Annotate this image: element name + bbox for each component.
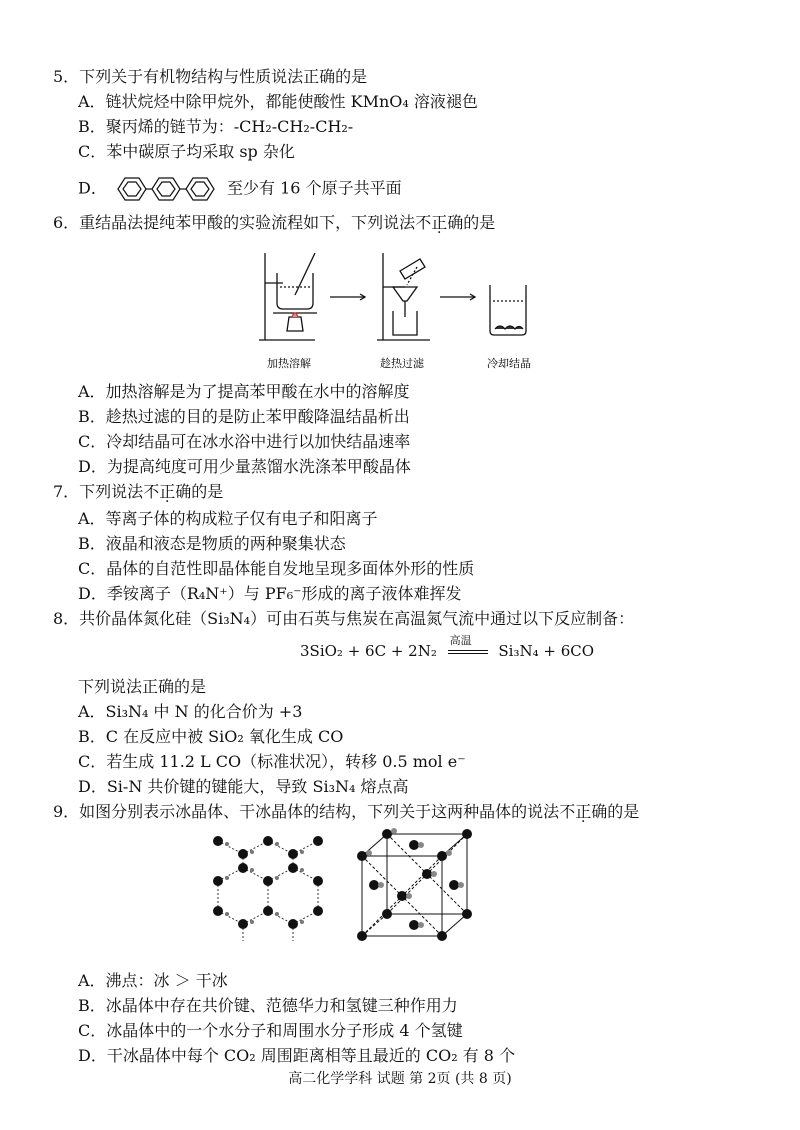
equation-reactants: 3SiO₂ + 6C + 2N₂ bbox=[300, 642, 437, 660]
q6-option-a: A．加热溶解是为了提高苯甲酸在水中的溶解度 bbox=[78, 382, 410, 401]
terphenyl-structure-icon bbox=[112, 174, 222, 204]
q5-option-a: A．链状烷烃中除甲烷外，都能使酸性 KMnO₄ 溶液褪色 bbox=[78, 92, 478, 111]
q9-option-b: B．冰晶体中存在共价键、范德华力和氢键三种作用力 bbox=[78, 996, 458, 1015]
step2-caption: 趁热过滤 bbox=[380, 357, 424, 370]
q9-stem bbox=[53, 801, 639, 823]
q7-option-b: B．液晶和液态是物质的两种聚集状态 bbox=[78, 534, 346, 553]
q9-stem-emphasis: 不正确 bbox=[559, 802, 608, 821]
q5-option-d-prefix: D． bbox=[78, 178, 107, 198]
q8-option-b: B．C 在反应中被 SiO₂ 氧化生成 CO bbox=[78, 727, 344, 746]
q7-stem-text: 7．下列说法 bbox=[53, 482, 144, 501]
step1-caption: 加热溶解 bbox=[267, 357, 311, 370]
q9-option-d: D．干冰晶体中每个 CO₂ 周围距离相等且最近的 CO₂ 有 8 个 bbox=[78, 1046, 516, 1065]
step3-caption: 冷却结晶 bbox=[487, 357, 531, 370]
q8-option-d: D．Si-N 共价键的键能大，导致 Si₃N₄ 熔点高 bbox=[78, 777, 409, 796]
recrystallization-flow-figure bbox=[255, 245, 555, 375]
q6-option-d: D．为提高纯度可用少量蒸馏水洗涤苯甲酸晶体 bbox=[78, 457, 411, 476]
q5-option-b: B．聚丙烯的链节为：-CH₂-CH₂-CH₂- bbox=[78, 117, 354, 136]
q5-option-d-text: 至少有 16 个原子共平面 bbox=[227, 178, 402, 198]
q6-option-b: B．趁热过滤的目的是防止苯甲酸降温结晶析出 bbox=[78, 407, 410, 426]
q9-option-c: C．冰晶体中的一个水分子和周围水分子形成 4 个氢键 bbox=[78, 1021, 463, 1040]
q7-stem bbox=[53, 481, 223, 503]
q8-stem: 8．共价晶体氮化硅（Si₃N₄）可由石英与焦炭在高温氮气流中通过以下反应制备： bbox=[53, 609, 635, 628]
q5-option-c: C．苯中碳原子均采取 sp 杂化 bbox=[78, 142, 295, 161]
q6-stem bbox=[53, 212, 495, 234]
dry-ice-crystal-structure-figure bbox=[352, 826, 477, 946]
equation-condition: 高温 bbox=[449, 634, 472, 647]
q5-stem: 5．下列关于有机物结构与性质说法正确的是 bbox=[53, 67, 368, 86]
ice-crystal-structure-figure bbox=[198, 826, 333, 946]
page-footer: 高二化学学科 试题 第 2页 (共 8 页) bbox=[288, 1071, 512, 1087]
q6-stem-end: 的是 bbox=[463, 213, 496, 232]
q6-stem-emphasis: 不正确 bbox=[415, 213, 464, 232]
q7-option-d: D．季铵离子（R₄N⁺）与 PF₆⁻形成的离子液体难挥发 bbox=[78, 584, 462, 603]
q8-option-a: A．Si₃N₄ 中 N 的化合价为 +3 bbox=[78, 702, 303, 721]
equation-products: Si₃N₄ + 6CO bbox=[498, 642, 595, 660]
q9-option-a: A．沸点：冰 ＞ 干冰 bbox=[78, 971, 228, 990]
q8-sub-stem: 下列说法正确的是 bbox=[78, 677, 207, 696]
q9-stem-text: 9．如图分别表示冰晶体、干冰晶体的结构，下列关于这两种晶体的说法 bbox=[53, 802, 560, 821]
reaction-equation bbox=[300, 634, 595, 660]
q7-option-c: C．晶体的自范性即晶体能自发地呈现多面体外形的性质 bbox=[78, 559, 475, 578]
q8-option-c: C．若生成 11.2 L CO（标准状况），转移 0.5 mol e⁻ bbox=[78, 752, 466, 771]
q6-option-c: C．冷却结晶可在冰水浴中进行以加快结晶速率 bbox=[78, 432, 411, 451]
q9-stem-end: 的是 bbox=[607, 802, 640, 821]
equation-arrow bbox=[448, 634, 488, 654]
q6-stem-text: 6．重结晶法提纯苯甲酸的实验流程如下，下列说法 bbox=[53, 213, 416, 232]
q7-option-a: A．等离子体的构成粒子仅有电子和阳离子 bbox=[78, 509, 378, 528]
q7-stem-emphasis: 不正确 bbox=[143, 482, 192, 501]
q5-option-d bbox=[78, 174, 402, 204]
q7-stem-end: 的是 bbox=[191, 482, 224, 501]
